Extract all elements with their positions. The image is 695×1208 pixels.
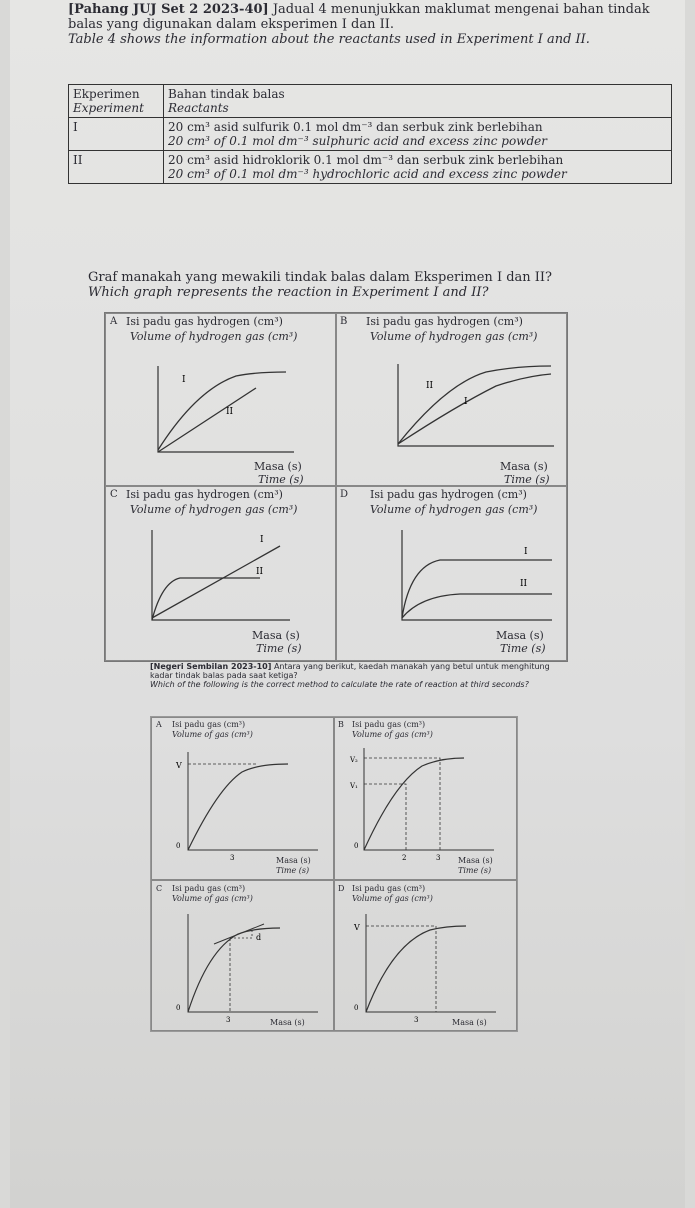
- x-axis-label-en: Time (s): [500, 642, 546, 655]
- q1-text-en: Table 4 shows the information about the reactants used in Experiment I and II.: [68, 32, 590, 47]
- v2-label: V₂: [350, 756, 358, 764]
- question-2: [88, 270, 678, 300]
- row-reactant-en: 20 cm³ of 0.1 mol dm⁻³ hydrochloric acid and excess zinc powder: [168, 167, 567, 181]
- graph-options-q3: [150, 716, 518, 1032]
- row-experiment-label: I: [69, 118, 164, 151]
- reactants-table: [68, 84, 672, 184]
- option-a-letter: A: [110, 316, 118, 327]
- q3-source: [Negeri Sembilan 2023-10]: [150, 662, 272, 671]
- row-reactant-ms: 20 cm³ asid hidroklorik 0.1 mol dm⁻³ dan serbuk zink berlebihan: [168, 153, 564, 167]
- q3-text-en: Which of the following is the correct method to calculate the rate of reaction at third seconds?: [150, 680, 529, 689]
- graph-c-plot: [140, 526, 300, 626]
- y-axis-label-en: Volume of gas (cm³): [352, 894, 433, 903]
- option-d-graph[interactable]: [335, 485, 567, 661]
- option-b-letter: B: [338, 720, 344, 729]
- y-axis-label-en: Volume of hydrogen gas (cm³): [130, 330, 298, 343]
- t2-label: 2: [402, 854, 407, 860]
- q1-text-ms: Jadual 4 menunjukkan maklumat mengenai bahan tindak balas yang digunakan dalam eksperimen I dan II.: [68, 2, 650, 32]
- q2-text-en: Which graph represents the reaction in Experiment I and II?: [88, 285, 489, 300]
- option-c-letter: C: [156, 884, 163, 893]
- option-a-letter: A: [156, 720, 162, 729]
- option-b-letter: B: [340, 316, 348, 327]
- q1-source: [Pahang JUJ Set 2 2023-40]: [68, 2, 269, 17]
- graph-d-plot: [390, 526, 560, 626]
- x-axis-label-ms: Masa (s): [496, 629, 544, 642]
- x-axis-label-ms: Masa (s): [252, 629, 300, 642]
- x-axis-label-ms: Masa (s): [276, 856, 311, 865]
- v-label: V: [354, 923, 360, 932]
- origin-label: 0: [354, 1004, 359, 1012]
- y-axis-label-ms: Isi padu gas (cm³): [172, 884, 246, 893]
- graph-a-plot: [168, 748, 332, 860]
- x-axis-label-ms: Masa (s): [254, 460, 302, 473]
- graph-a-plot: [146, 360, 296, 460]
- graph-c-plot: [168, 910, 332, 1022]
- x-axis-label-ms: Masa (s): [270, 1018, 305, 1027]
- header-reactants-ms: Bahan tindak balas: [168, 87, 285, 101]
- t3-label: 3: [414, 1016, 419, 1022]
- y-axis-label-ms: Isi padu gas hydrogen (cm³): [126, 488, 283, 501]
- header-experiment-ms: Ekperimen: [73, 87, 140, 101]
- header-reactants-en: Reactants: [168, 101, 229, 115]
- option-a-graph[interactable]: [151, 717, 335, 881]
- row-reactant-en: 20 cm³ of 0.1 mol dm⁻³ sulphuric acid and excess zinc powder: [168, 134, 547, 148]
- d-label: d: [256, 933, 262, 942]
- y-axis-label-ms: Isi padu gas (cm³): [352, 720, 426, 729]
- curve-i-label: I: [260, 535, 264, 545]
- y-axis-label-ms: Isi padu gas (cm³): [172, 720, 246, 729]
- y-axis-label-en: Volume of hydrogen gas (cm³): [130, 503, 298, 516]
- y-axis-label-ms: Isi padu gas hydrogen (cm³): [366, 315, 523, 328]
- header-experiment-en: Experiment: [73, 101, 144, 115]
- curve-i-label: I: [524, 547, 528, 557]
- origin-label: 0: [176, 842, 181, 850]
- x-axis-label-ms: Masa (s): [458, 856, 493, 865]
- x-axis-label-en: Time (s): [458, 866, 492, 875]
- option-b-graph[interactable]: [335, 313, 567, 487]
- v-label: V: [176, 761, 182, 770]
- y-axis-label-en: Volume of hydrogen gas (cm³): [370, 330, 538, 343]
- y-axis-label-ms: Isi padu gas hydrogen (cm³): [126, 315, 283, 328]
- graph-b-plot: [344, 744, 508, 860]
- y-axis-label-en: Volume of gas (cm³): [172, 894, 253, 903]
- curve-ii-label: II: [426, 381, 434, 391]
- curve-ii-label: II: [520, 579, 528, 589]
- option-d-letter: D: [338, 884, 345, 893]
- origin-label: 0: [176, 1004, 181, 1012]
- curve-i-label: I: [182, 375, 186, 385]
- option-c-graph[interactable]: [105, 485, 337, 661]
- question-3: [150, 662, 570, 689]
- t3-label: 3: [436, 854, 441, 860]
- x-axis-label-ms: Masa (s): [500, 460, 548, 473]
- x-axis-label-ms: Masa (s): [452, 1018, 487, 1027]
- question-1-intro: [68, 2, 668, 47]
- t3-label: 3: [226, 1016, 231, 1022]
- x-axis-label-en: Time (s): [258, 473, 304, 486]
- y-axis-label-ms: Isi padu gas (cm³): [352, 884, 426, 893]
- y-axis-label-ms: Isi padu gas hydrogen (cm³): [370, 488, 527, 501]
- y-axis-label-en: Volume of gas (cm³): [172, 730, 253, 739]
- option-c-letter: C: [110, 489, 118, 500]
- curve-ii-label: II: [226, 407, 234, 417]
- option-d-letter: D: [340, 489, 349, 500]
- x-axis-label-en: Time (s): [256, 642, 302, 655]
- option-b-graph[interactable]: [333, 717, 517, 881]
- table-row: [69, 151, 672, 184]
- curve-i-label: I: [464, 397, 468, 407]
- graph-options-q2: [104, 312, 568, 662]
- option-c-graph[interactable]: [151, 879, 335, 1031]
- origin-label: 0: [354, 842, 359, 850]
- q3-text-ms: Antara yang berikut, kaedah manakah yang betul untuk menghitung kadar tindak balas pada saat ketiga?: [150, 662, 550, 680]
- option-d-graph[interactable]: [333, 879, 517, 1031]
- curve-ii-label: II: [256, 567, 264, 577]
- v1-label: V₁: [350, 782, 358, 790]
- graph-b-plot: [386, 358, 556, 458]
- graph-d-plot: [346, 910, 510, 1022]
- option-a-graph[interactable]: [105, 313, 337, 487]
- row-reactant-ms: 20 cm³ asid sulfurik 0.1 mol dm⁻³ dan serbuk zink berlebihan: [168, 120, 543, 134]
- q2-text-ms: Graf manakah yang mewakili tindak balas dalam Eksperimen I dan II?: [88, 270, 553, 285]
- y-axis-label-en: Volume of gas (cm³): [352, 730, 433, 739]
- t3-label: 3: [230, 854, 235, 860]
- x-axis-label-en: Time (s): [276, 866, 310, 875]
- table-row: [69, 118, 672, 151]
- table-header-row: [69, 85, 672, 118]
- row-experiment-label: II: [69, 151, 164, 184]
- x-axis-label-en: Time (s): [504, 473, 550, 486]
- y-axis-label-en: Volume of hydrogen gas (cm³): [370, 503, 538, 516]
